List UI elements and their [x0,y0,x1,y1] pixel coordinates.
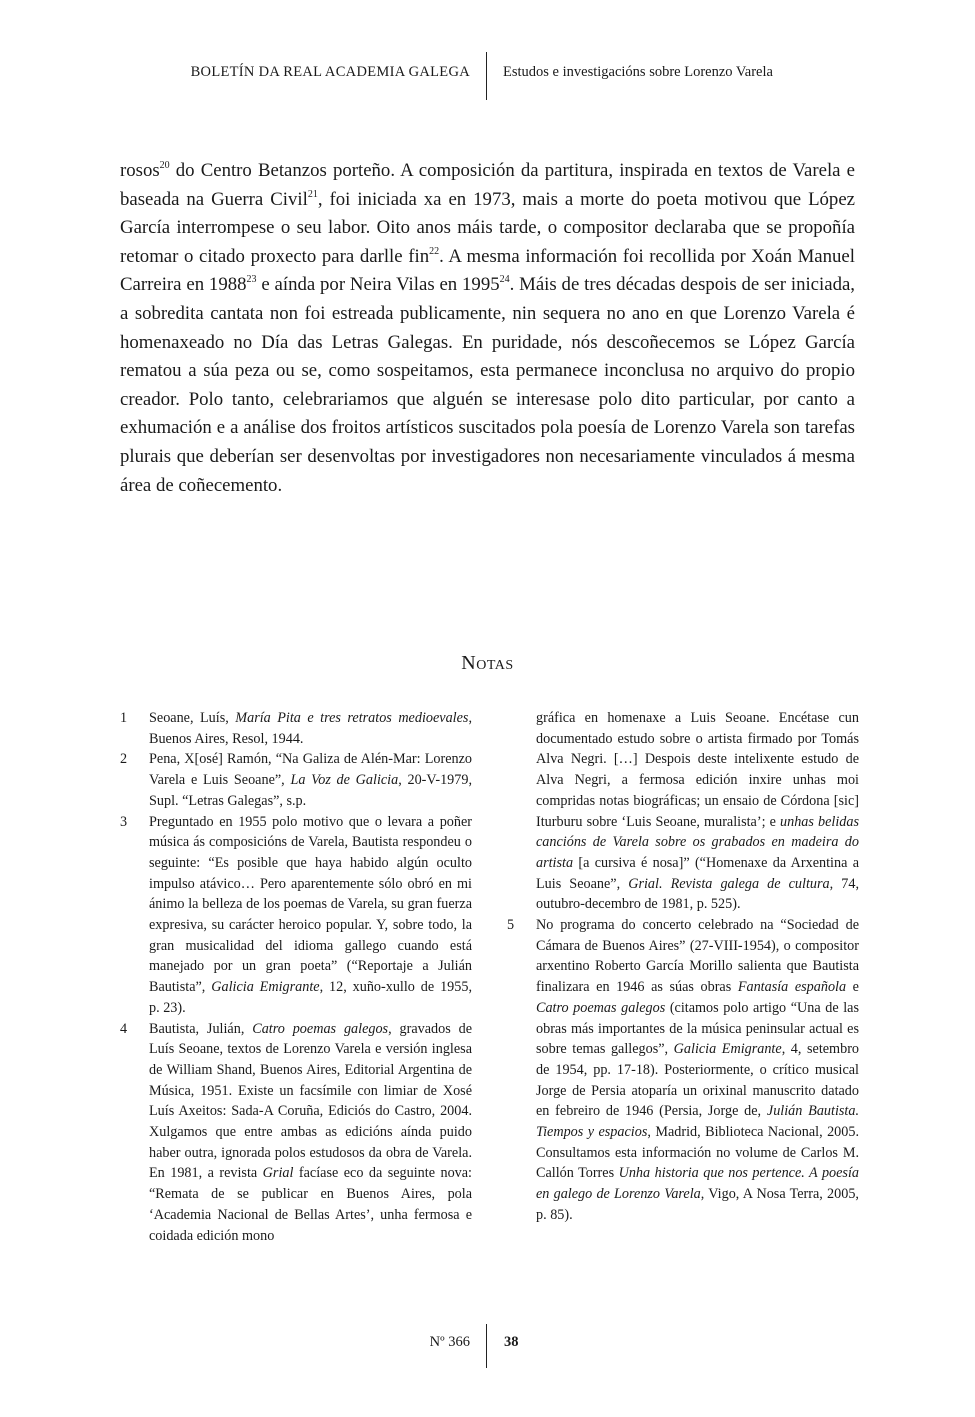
footnote-reference: 24 [499,274,510,286]
footer-divider [486,1324,487,1368]
italic-title: Julián Bautista. Tiempos y espacios [536,1103,859,1141]
footnote-1 [120,708,472,749]
issue-number: Nº 366 [429,1334,470,1350]
footnote-number: 5 [507,917,515,934]
header-divider [486,52,487,100]
text-run: (citamos polo artigo “Una de las obras más importantes de la música peninsular actual es sobre temas gallegos”, [536,999,859,1058]
notes-column-left [120,708,472,1246]
italic-title: Catro poemas galegos [536,999,666,1016]
text-run: facíase eco da seguinte nova: “Remata de se publicar en Buenos Aires, pola ‘Academia Nacional de Bellas Artes’, unha fermosa e coidada edición mono [149,1165,473,1244]
text-run: e aínda por Neira Vilas en 1995 [256,274,500,296]
text-run: Preguntado en 1955 polo motivo que o levara a poñer música ás composicións de Varela, Bautista respondeu o seguinte: “Es posible que haya habido algún oculto impulso atávico… Pero aparentemente sólo obró en mi ánimo la belleza de los poemas de Varela, su gran fuerza expresiva, su carácter heroico popular. Y, sobre todo, la gran musicalidad del idioma gallego cuando está manejado por un gran poeta” (“Reportaje a Julián Bautista”, [149,813,472,996]
text-run: No programa do concerto celebrado na “Sociedad de Cámara de Buenos Aires” (27-VIII-1954), o compositor arxentino Roberto García Morillo salienta que Bautista finalizara en 1946 as súas obras [536,917,859,996]
text-run: , Madrid, Biblioteca Nacional, 2005. Consultamos esta información no volume de Carlos M. Callón Torres [536,1124,859,1182]
text-run: , gravados de Luís Seoane, textos de Lorenzo Varela e versión inglesa de William Shand, Buenos Aires, Editorial Argentina de Música, 1951. Existe un facsímile con limiar de Xosé Luís Axeitos: Sada-A Coruña, Ediciós do Castro, 2004. Xulgamos que entre ambas as edicións aínda puido haber outra, ignorada polos estudosos da obra de Varela. En 1981, a revista [149,1020,472,1182]
footnote-number: 1 [120,710,128,726]
notes-heading: Notas [461,652,514,674]
italic-title: Galicia Emigrante [211,979,320,996]
italic-title: Galicia Emigrante [673,1041,782,1058]
footnote-reference: 21 [307,188,318,200]
text-run: , Buenos Aires, Resol, 1944. [149,710,472,747]
italic-title: unhas belidas cancións de Varela sobre os grabados en madeira do artista [536,813,859,871]
section-title: Estudos e investigacións sobre Lorenzo Varela [503,64,773,80]
footnote-number: 4 [120,1020,128,1037]
text-run: , Vigo, A Nosa Terra, 2005, p. 85). [536,1186,859,1223]
text-run: Bautista, Julián, [149,1020,253,1037]
footnote-5 [507,915,859,1226]
page-footer [0,1324,975,1368]
body-paragraph [120,157,855,500]
footnote-number: 3 [120,813,128,830]
text-run: Seoane, Luís, [149,710,236,726]
notes-column-right [507,708,859,1226]
footnote-reference: 22 [429,245,440,257]
italic-title: La Voz de Galicia [290,772,399,789]
text-run: . A mesma información foi recollida por Xoán Manuel Carreira en 1988 [120,245,855,296]
text-run: , 20-V-1979, Supl. “Letras Galegas”, s.p. [149,772,472,809]
footnote-4 [120,1019,472,1247]
italic-title: Grial [262,1165,294,1182]
text-run: , 74, outubro-decembro de 1981, p. 525). [536,875,859,913]
footnote-reference: 23 [246,274,257,286]
italic-title: Unha historia que nos pertence. A poesía en galego de Lorenzo Varela [536,1165,859,1203]
text-run: rosos [120,160,160,181]
italic-title: Catro poemas galegos [252,1020,389,1037]
text-run: , 4, setembro de 1954, pp. 17-18). Posteriormente, o crítico musical Jorge de Persia atoparía un orixinal manuscrito datado en febreiro de 1946 (Persia, Jorge de, [536,1041,860,1120]
text-run: , 12, xuño-xullo de 1955, p. 23). [149,979,472,1016]
text-run: . Máis de tres décadas despois de ser iniciada, a sobredita cantata non foi estreada publicamente, nin sequera no ano en que Lorenzo Varela é homenaxeado no Día das Letras Galegas. En puridade, nós descoñecemos se López García rematou a súa peza ou se, como sospeitamos, esta permanece inconclusa no arquivo do propio creador. Polo tanto, celebrariamos que alguén se interesase polo dito particular, por canto a exhumación e a análise dos froitos artísticos suscitados pola poesía de Lorenzo Varela son tarefas plurais que deberían ser desenvoltas por investigadores non necesariamente vinculados á mesma área de coñecemento. [120,274,855,496]
text-run: e [846,979,859,996]
running-header [0,52,975,100]
footnote-reference: 20 [159,160,170,171]
italic-title: Grial. Revista galega de cultura [628,875,830,892]
text-run: Pena, X[osé] Ramón, “Na Galiza de Alén-Mar: Lorenzo Varela e Luis Seoane”, [149,751,472,789]
paragraph-text [120,157,855,500]
text-run: do Centro Betanzos porteño. A composición da partitura, inspirada en textos de Varela e baseada na Guerra Civil [120,160,855,210]
text-run: gráfica en homenaxe a Luis Seoane. Encétase cun documentado estudo sobre o artista firmado por Tomás Alva Negri. […] Despois deste intelixente estudo de Alva Negri, a fermosa edición inxire unhas moi compridas notas biográficas; un ensaio de Córdona [sic] Iturburu sobre ‘Luis Seoane, muralista’; e [536,710,859,830]
text-run: [a cursiva é nosa]” (“Homenaxe da Arxentina a Luis Seoane”, [536,854,859,892]
footnote-number: 2 [120,751,128,768]
italic-title: Fantasía española [737,979,847,996]
journal-title: BOLETÍN DA REAL ACADEMIA GALEGA [190,64,470,80]
page-number: 38 [504,1334,519,1350]
text-run: , foi iniciada xa en 1973, mais a morte do poeta motivou que López García interrompese o seu labor. Oito anos máis tarde, o compositor declaraba que se propoñía retomar o citado proxecto para darlle fin [120,188,855,267]
footnote-3 [120,812,472,1019]
footnote-2 [120,749,472,811]
footnote-continuation [507,708,859,915]
italic-title: María Pita e tres retratos medioevales [235,710,469,726]
